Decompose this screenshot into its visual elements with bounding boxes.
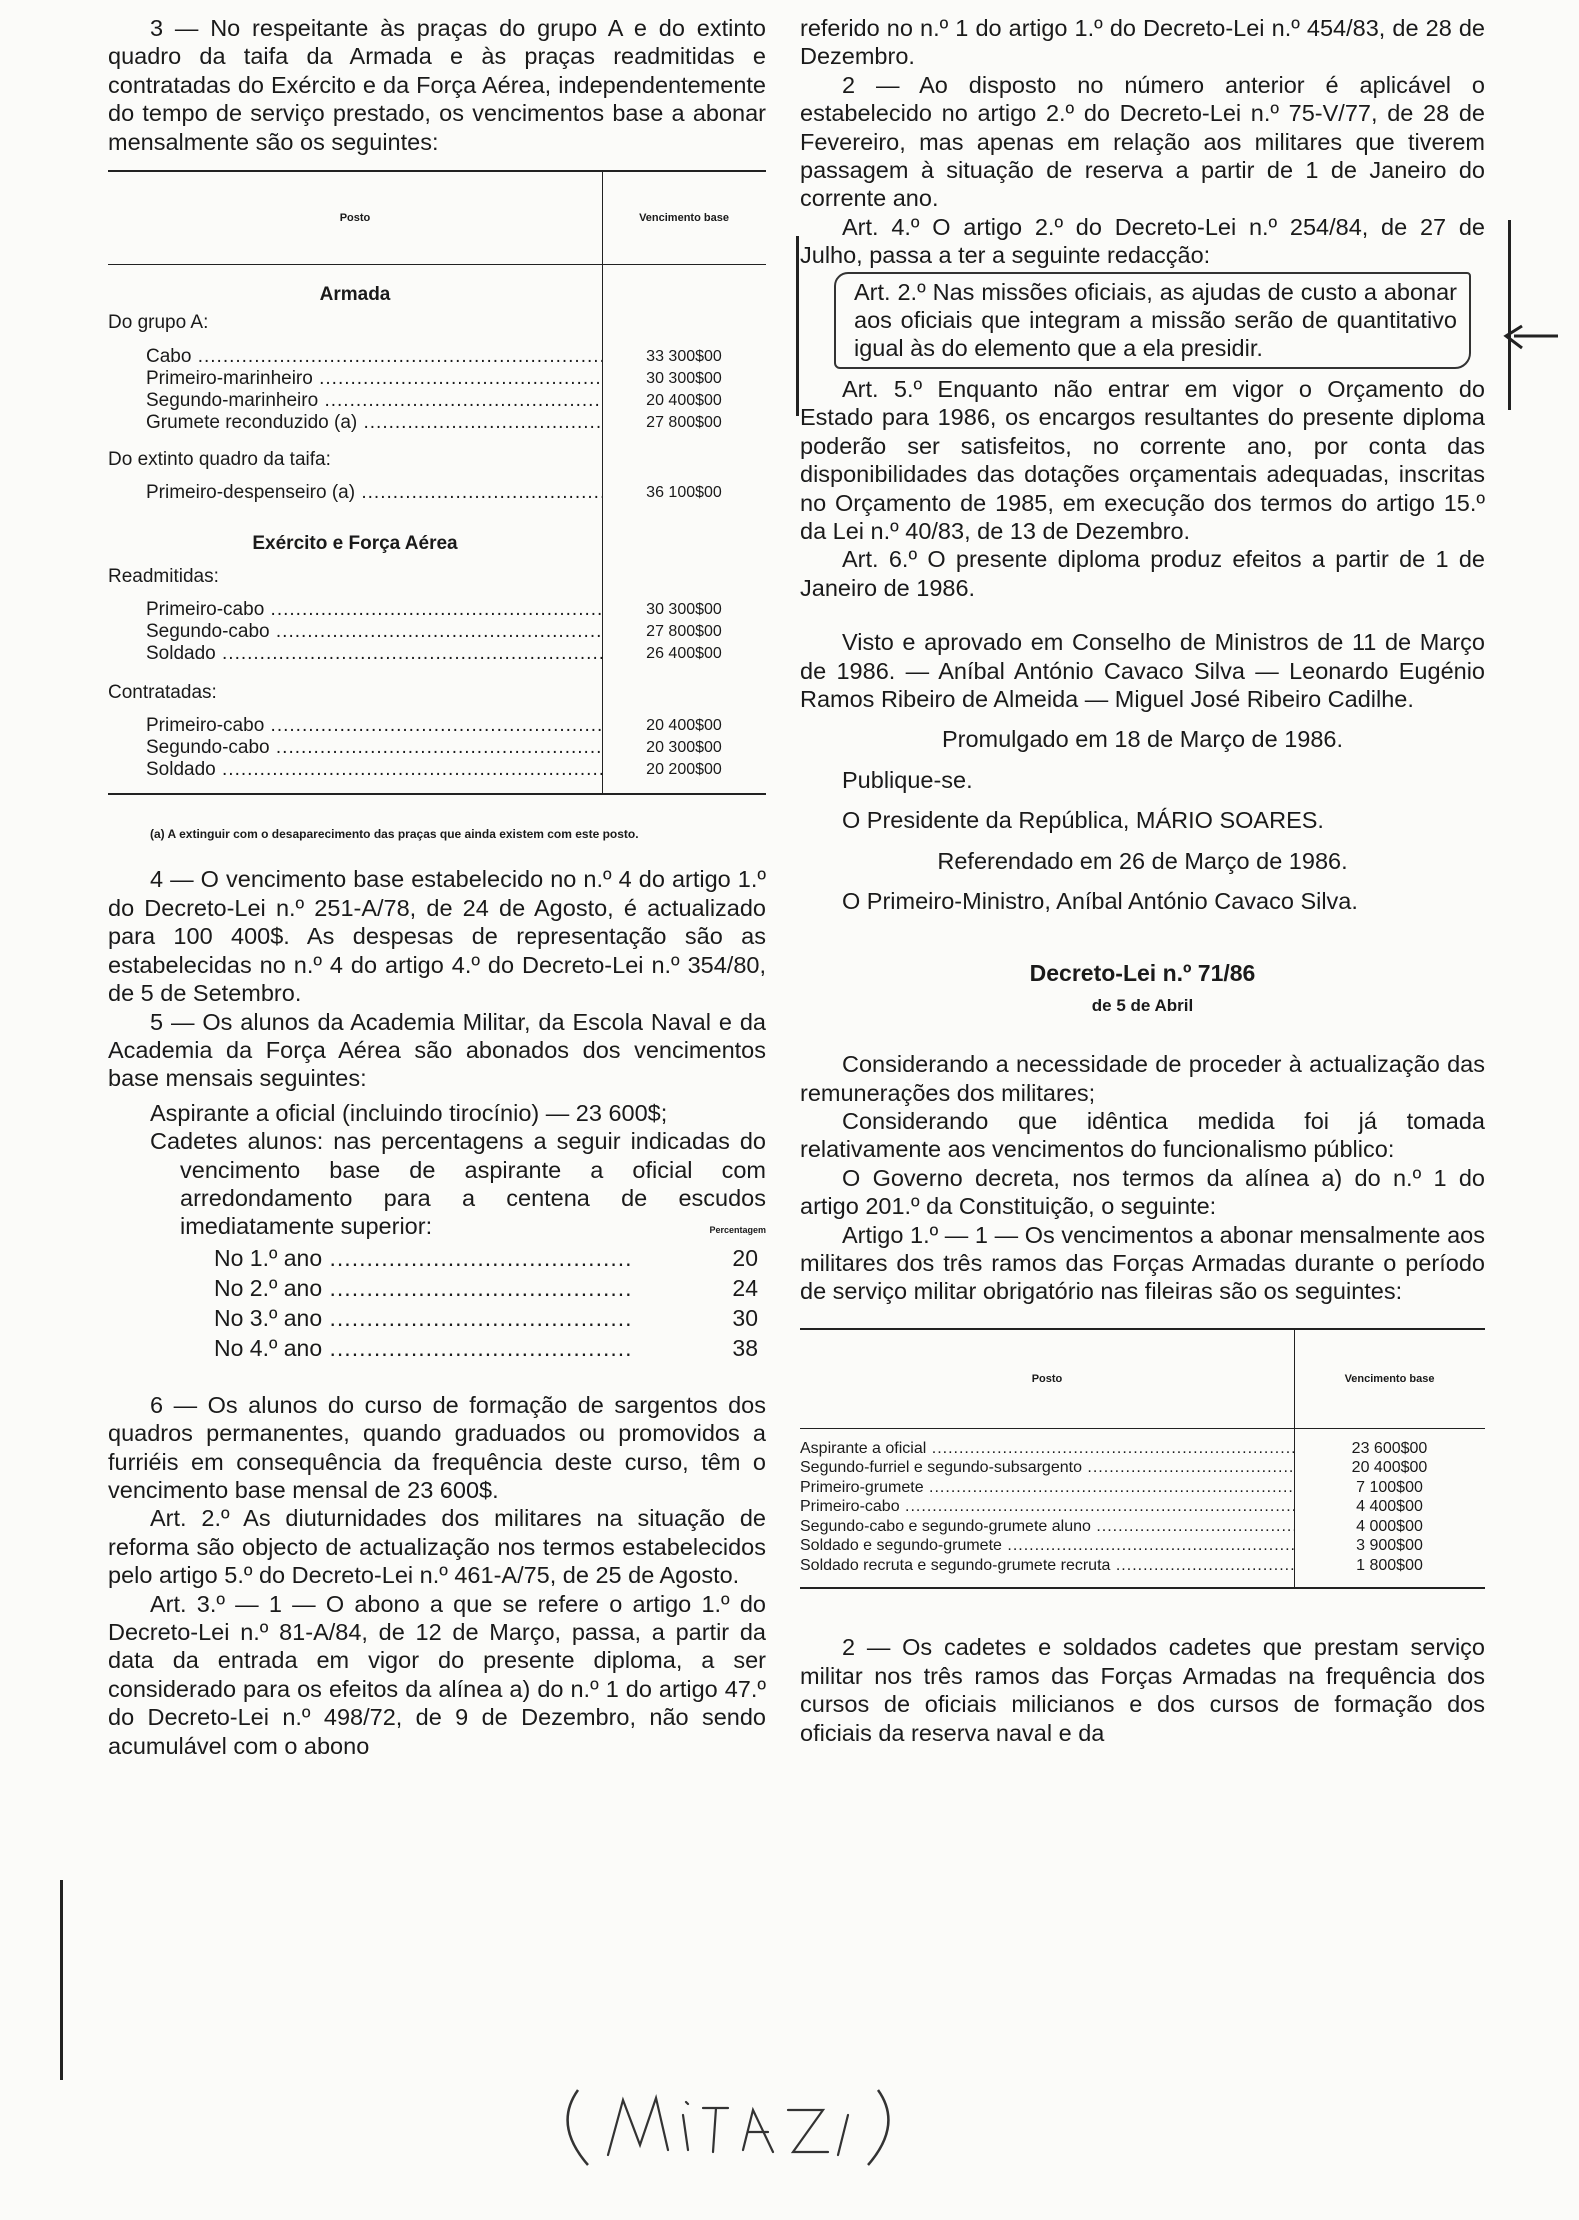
table-row-label: Primeiro-cabo .....: [146, 599, 602, 620]
visto-aprovado: Visto e aprovado em Conselho de Ministros de 11 de Março de 1986. — Aníbal António Cavaco Silva — Leonardo Eugénio Ramos Ribeiro de Almeida — Miguel José Ribeiro Cadilhe.: [800, 629, 1485, 712]
aspirante-line: Aspirante a oficial (incluindo tirocínio) — 23 600$;: [150, 1099, 668, 1126]
cadetes-line: Cadetes alunos: nas percentagens a seguir indicadas do vencimento base de aspirante a oficial com arredondamento para a centena de escudos imediatamente superior:: [150, 1128, 766, 1240]
percent-row-label: No 3.º ano .....: [214, 1305, 634, 1331]
considerando-1: Considerando a necessidade de proceder à actualização das remunerações dos militares;: [800, 1051, 1485, 1106]
paragraph-5: 5 — Os alunos da Academia Militar, da Escola Naval e da Academia da Força Aérea são abonados dos vencimentos base mensais seguintes:: [108, 1008, 766, 1092]
referendado: Referendado em 26 de Março de 1986.: [937, 847, 1348, 874]
group-readmitidas-label: Readmitidas:: [108, 565, 219, 587]
table-row-label: Primeiro-cabo .....: [800, 1498, 1294, 1515]
table-row-value: 3 900$00: [1356, 1537, 1423, 1555]
table-row-label: Segundo-cabo .....: [146, 621, 602, 642]
percent-row-label: No 1.º ano .....: [214, 1245, 634, 1271]
percent-row-value: 20: [732, 1244, 758, 1271]
article-4: Art. 4.º O artigo 2.º do Decreto-Lei n.º 254/84, de 27 de Julho, passa a ter a seguinte redacção:: [800, 213, 1485, 269]
table-row-value: 30 300$00: [646, 369, 722, 387]
table-row-label: Primeiro-marinheiro .....: [146, 368, 602, 389]
table-row-label: Primeiro-cabo .....: [146, 715, 602, 736]
table-row-value: 20 400$00: [646, 391, 722, 409]
percent-row-label: No 4.º ano .....: [214, 1335, 634, 1361]
governo-decreta: O Governo decreta, nos termos da alínea a) do n.º 1 do artigo 201.º da Constituição, o seguinte:: [800, 1164, 1485, 1220]
table-row-label: Segundo-marinheiro .....: [146, 390, 602, 411]
paragraph-4: 4 — O vencimento base estabelecido no n.º 4 do artigo 1.º do Decreto-Lei n.º 251-A/78, de 24 de Agosto, é actualizado para 100 400$. As despesas de representação são as estabelecidas no n.º 4 do artigo 4.º do Decreto-Lei n.º 354/80, de 5 de Setembro.: [108, 866, 766, 1007]
percent-row-label: No 2.º ano .....: [214, 1275, 634, 1301]
table-row-label: Primeiro-grumete .....: [800, 1479, 1294, 1496]
table-row-value: 20 400$00: [646, 717, 722, 735]
table-footnote: (a) A extinguir com o desaparecimento das praças que ainda existem com este posto.: [150, 827, 639, 842]
artigo-1: Artigo 1.º — 1 — Os vencimentos a abonar mensalmente aos militares dos três ramos das Forças Armadas durante o período de serviço militar obrigatório nas fileiras são os seguintes:: [800, 1221, 1485, 1305]
table-row-value: 4 400$00: [1356, 1498, 1423, 1516]
col-header-posto: Posto: [1031, 1372, 1063, 1385]
table-row-label: Grumete reconduzido (a) .....: [146, 412, 602, 433]
article-6: Art. 6.º O presente diploma produz efeitos a partir de 1 de Janeiro de 1986.: [800, 546, 1485, 601]
section-armada: Armada: [319, 284, 391, 306]
col-header-vencimento: Vencimento base: [1344, 1372, 1435, 1385]
table-row-label: Segundo-cabo .....: [146, 737, 602, 758]
percentagem-header: Percentagem: [709, 1224, 766, 1235]
table-row-value: 20 400$00: [1351, 1459, 1428, 1477]
percent-row-value: 38: [732, 1334, 758, 1361]
table-row-label: Segundo-cabo e segundo-grumete aluno .....: [800, 1518, 1294, 1535]
group-a-label: Do grupo A:: [108, 312, 209, 334]
article-3: Art. 3.º — 1 — O abono a que se refere o artigo 1.º do Decreto-Lei n.º 81-A/84, de 12 de Março, passa, a partir da data da entrada em vigor do presente diploma, a ser considerado para os efeitos da alínea a) do n.º 1 do artigo 47.º do Decreto-Lei n.º 498/72, de 9 de Dezembro, não sendo acumulável com o abono: [108, 1590, 766, 1759]
handwritten-signature: [548, 2070, 908, 2180]
continued-text: referido no n.º 1 do artigo 1.º do Decreto-Lei n.º 454/83, de 28 de Dezembro.: [800, 15, 1485, 70]
paragraph-6: 6 — Os alunos do curso de formação de sargentos dos quadros permanentes, quando graduados ou promovidos a furriéis em consequência da frequência deste curso, têm o vencimento base mensal de 23 600$.: [108, 1391, 766, 1503]
table-row-value: 7 100$00: [1356, 1478, 1423, 1496]
paragraph-2: 2 — Ao disposto no número anterior é aplicável o estabelecido no artigo 2.º do Decreto-Lei n.º 75-V/77, de 28 de Fevereiro, mas apenas em relação aos militares que tiverem passagem à situação de reserva a partir de 1 de Janeiro do corrente ano.: [800, 71, 1485, 212]
decreto-title: Decreto-Lei n.º 71/86: [1029, 960, 1256, 987]
salary-table-smo: [800, 1328, 1485, 1590]
paragraph-3: 3 — No respeitante às praças do grupo A e do extinto quadro da taifa da Armada e às praças readmitidas e contratadas do Exército e da Força Aérea, independentemente do tempo de serviço prestado, os vencimentos base a abonar mensalmente são os seguintes:: [108, 15, 766, 155]
article-2: Art. 2.º As diuturnidades dos militares na situação de reforma são objecto de actualização nos termos estabelecidos pelo artigo 5.º do Decreto-Lei n.º 461-A/75, de 25 de Agosto.: [108, 1505, 766, 1589]
table-row-label: Soldado .....: [146, 643, 602, 664]
margin-mark: [1508, 220, 1511, 410]
table-row-label: Segundo-furriel e segundo-subsargento .....: [800, 1459, 1294, 1476]
group-contratadas-label: Contratadas:: [108, 682, 217, 704]
decreto-date: de 5 de Abril: [1091, 995, 1194, 1015]
presidente-republica: O Presidente da República, MÁRIO SOARES.: [842, 807, 1324, 834]
table-row-value: 20 300$00: [646, 739, 722, 757]
table-row-value: 30 300$00: [646, 601, 722, 619]
table-row-value: 20 200$00: [646, 761, 722, 779]
table-row-label: Soldado recruta e segundo-grumete recruta .....: [800, 1557, 1294, 1574]
table-row-label: Cabo .....: [146, 346, 602, 367]
table-row-label: Soldado e segundo-grumete .....: [800, 1537, 1294, 1554]
percent-row-value: 24: [732, 1274, 758, 1301]
right-column: [800, 14, 1485, 1747]
arrow-icon: [1500, 320, 1560, 360]
table-row-value: 26 400$00: [646, 645, 722, 663]
percent-row-value: 30: [732, 1304, 758, 1331]
col-header-posto: Posto: [339, 211, 371, 224]
section-exercito-forca-aerea: Exército e Força Aérea: [252, 533, 458, 555]
left-column: [108, 14, 766, 1760]
table-row-value: 23 600$00: [1351, 1439, 1428, 1457]
promulgado: Promulgado em 18 de Março de 1986.: [941, 726, 1344, 753]
article-5: Art. 5.º Enquanto não entrar em vigor o Orçamento do Estado para 1986, os encargos resultantes do presente diploma poderão ser satisfeitos, no corrente ano, por conta das disponibilidades das dotações orçamentais adequadas, inscritas no Orçamento de 1985, em execução dos termos do artigo 15.º da Lei n.º 40/83, de 13 de Dezembro.: [800, 375, 1485, 544]
paragraph-2b: 2 — Os cadetes e soldados cadetes que prestam serviço militar nos três ramos das Forças Armadas na frequência dos cursos de oficiais milicianos e dos cursos de formação dos oficiais da reserva naval e da: [800, 1634, 1485, 1746]
table-row-label: Soldado .....: [146, 759, 602, 780]
salary-table-praças: [108, 170, 766, 795]
margin-mark: [796, 236, 799, 416]
publique-se: Publique-se.: [842, 766, 973, 793]
primeiro-ministro: O Primeiro-Ministro, Aníbal António Cavaco Silva.: [842, 887, 1358, 914]
table-row-value: 27 800$00: [646, 623, 722, 641]
hand-drawn-box: [834, 272, 1471, 369]
table-row-value: 1 800$00: [1356, 1556, 1423, 1574]
table-row-value: 36 100$00: [646, 484, 722, 502]
table-row-label: Aspirante a oficial .....: [800, 1440, 1294, 1457]
table-row-value: 27 800$00: [646, 413, 722, 431]
col-header-vencimento: Vencimento base: [639, 211, 729, 224]
table-row-value: 33 300$00: [646, 347, 722, 365]
table-row-label: Primeiro-despenseiro (a) .....: [146, 482, 602, 503]
article-4-quote: Art. 2.º Nas missões oficiais, as ajudas de custo a abonar aos oficiais que integram a missão serão de quantitativo igual às do elemento que a ela presidir.: [854, 278, 1457, 362]
table-row-value: 4 000$00: [1356, 1517, 1423, 1535]
margin-mark: [60, 1880, 63, 2080]
considerando-2: Considerando que idêntica medida foi já tomada relativamente aos vencimentos do funcionalismo público:: [800, 1108, 1485, 1163]
group-taifa-label: Do extinto quadro da taifa:: [108, 448, 331, 470]
